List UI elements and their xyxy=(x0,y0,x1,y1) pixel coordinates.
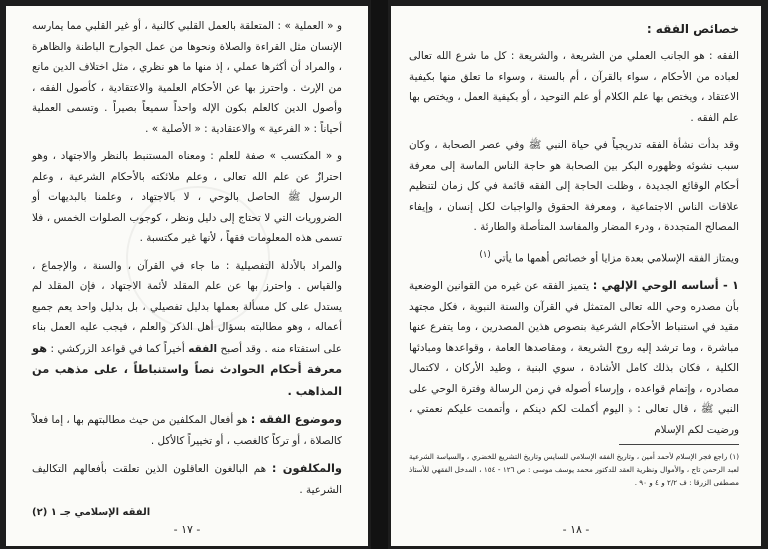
section-heading: خصائص الفقه : xyxy=(646,22,739,36)
fiqh-definition-quote: هو معرفة أحكام الحوادث نصاً واستنباطاً ، على مذهب من المذاهب . xyxy=(32,340,342,398)
paragraph-amaliya: و « العملية » : المتعلقة بالعمل القلبي كالنية ، أو غير القلبي مما يمارسه الإنسان مثل القراءة والصلاة ونحوها من عمل الجوارح الباطنة والظاهرة ، والمراد أن أكثرها عملي ، إذ منها ما هو نظري ، مثل اختلاف الدين مانع من الإرث . واحترز بها عن الأحكام العلمية والاعتقادية ، كأصول الفقه ، وأصول الدين كالعلم بكون الإله واحداً سميعاً بصيراً . وتسمى العملية أحياناً : « الفرعية » والاعتقادية : « الأصلية » . xyxy=(32,20,342,135)
footnote-ref: (١) xyxy=(479,249,491,260)
paragraph-muktasab: و « المكتسب » صفة للعلم : ومعناه المستنبط بالنظر والاجتهاد ، وهو احترازٌ عن علم الله تعالى ، وعلم ملائكته بالأحكام الشرعية ، وعلم الرسول ﷺ الحاصل بالوحي ، لا بالاجتهاد ، وعلمنا بالبديهات أو الضروريات التي لا تحتاج إلى دليل ونظر ، كوجوب الصلوات الخمس ، فلا تسمى هذه المعلومات فقهاً ، لأنها غير مكتسبة . xyxy=(32,150,342,244)
mukallafun-label: والمكلفون : xyxy=(271,461,342,475)
paragraph-features-intro xyxy=(409,245,739,269)
paragraph-subject xyxy=(32,409,342,451)
subject-text: هو أفعال المكلفين من حيث مطالبتهم بها ، إما فعلاً كالصلاة ، أو تركاً كالغصب ، أو تخييراً كالأكل . xyxy=(32,414,342,447)
fiqh-term: الفقه xyxy=(188,342,218,355)
paragraph-adilla-text: والمراد بالأدلة التفصيلية : ما جاء في القرآن ، والسنة ، والإجماع ، والقياس . واحترز بها عن علم المقلد لأئمة الاجتهاد ، فإن المقلد لم يستدل على كل مسألة بعملها بدليل تفصيلي ، بل بدليل واحد يعم جميع أعماله ، وهو مطالبته بسؤال أهل الذكر والعلم ، فيجب عليه العمل بناء على استفتاء منه . وقد أصبح xyxy=(32,259,342,355)
left-page xyxy=(6,6,368,546)
book-gutter xyxy=(371,0,388,549)
right-page-content xyxy=(409,16,739,447)
footnote-rule xyxy=(619,444,739,445)
mukallafun-text: هم البالغون العاقلون الذين تعلقت بأفعالهم التكاليف الشرعية . xyxy=(32,463,342,496)
footnote: (١) راجع فجر الإسلام لأحمد أمين ، وتاريخ الفقه الإسلامي للسايس وتاريخ التشريع للخضري ، والسياسة الشرعية لعبد الرحمن تاج ، والأموال ونظرية العقد للدكتور محمد يوسف موسى : ص ١٢٦ - ١٥٤ ، المدخل الفقهي للأستاذ مصطفى الزرقا : ف ٢/٢ و ٤ و ٩٠ . xyxy=(409,452,739,487)
paragraph-adilla-after: أخيراً كما في قواعد الزركشي : xyxy=(50,342,185,355)
subject-label: وموضوع الفقه : xyxy=(250,412,343,426)
page-number-left: - ١٧ - xyxy=(173,523,201,536)
paragraph-mukallafun xyxy=(32,458,342,500)
features-intro-text: ويمتاز الفقه الإسلامي بعدة مزايا أو خصائص أهمها ما يأتي xyxy=(494,251,739,264)
paragraph-origin: وقد بدأت نشأة الفقه تدريجياً في حياة النبي ﷺ وفي عصر الصحابة ، وكان سبب نشوئه وظهوره البكر بين الصحابة هو حاجة الناس الماسة إلى معرفة أحكام الوقائع الجديدة ، وظلت الحاجة إلى الفقه قائمة في كل زمان لتنظيم علاقات الناس الاجتماعية ، ومعرفة الحقوق والواجبات لكل إنسان ، وإيفاء المصالح المتجددة ، ودرء المضار والمفاسد المتأصلة والطارئة . xyxy=(409,139,739,233)
paragraph-adilla xyxy=(32,256,342,403)
page-number-right: - ١٨ - xyxy=(562,523,590,536)
wahy-text: يتميز الفقه عن غيره من القوانين الوضعية بأن مصدره وحي الله تعالى المتمثل في القرآن والسنة النبوية ، فكل مجتهد مقيد في استنباط الأحكام الشرعية بنصوص هذين المصدرين ، وما يتفرع عنها مباشرة ، وما ترشد إليه روح الشريعة ، ومقاصدها العامة ، وقواعدها ومبادئها الكلية ، فكان بذلك كامل الأشادة ، سوي البنية ، وطيد الأركان ، لاكتمال مصادره ، وإتمام قواعده ، وإرساء أصوله في زمن الرسالة وفترة الوحي على النبي ﷺ ، قال تعالى : ﴿ اليوم أكملت لكم دينكم ، وأتممت عليكم نعمتي ، ورضيت لكم الإسلام xyxy=(409,280,739,436)
running-footer: الفقه الإسلامي جـ ١ (٢) xyxy=(32,507,151,518)
right-page xyxy=(391,6,761,546)
paragraph-wahy xyxy=(409,275,739,440)
left-page-content xyxy=(32,16,342,507)
paragraph-fiqh-definition: الفقه : هو الجانب العملي من الشريعة ، والشريعة : كل ما شرع الله تعالى لعباده من الأحكام ، سواء بالقرآن ، أم بالسنة ، وسواء ما تعلق منها بكيفية الاعتقاد ، ويختص بها علم الكلام أو علم التوحيد ، أو بكيفية العمل ، ويختص بها علم الفقه . xyxy=(409,50,739,124)
wahy-label: ١ - أساسه الوحي الإلهي : xyxy=(592,278,739,293)
